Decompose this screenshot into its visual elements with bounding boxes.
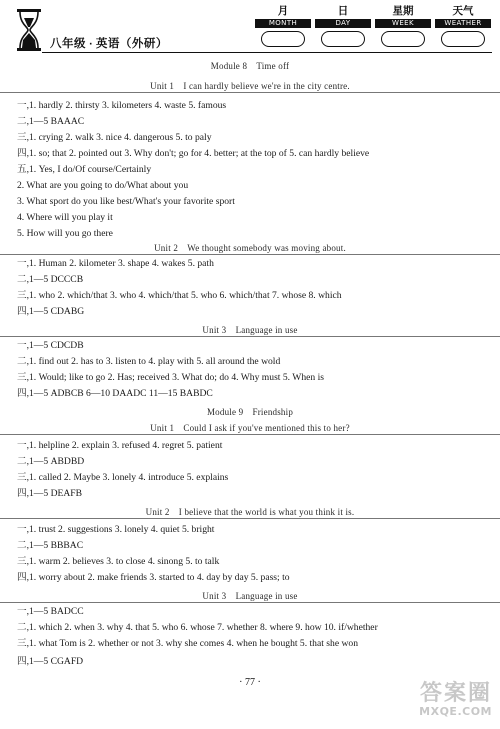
section-heading: Unit 1 Could I ask if you've mentioned this to her?: [0, 422, 500, 435]
calendar-label-cn: 日: [337, 5, 349, 17]
answer-line: 四,1—5 DEAFB: [17, 488, 83, 499]
answer-line: 四,1—5 CGAFD: [17, 656, 84, 667]
section-heading: Unit 2 I believe that the world is what you think it is.: [0, 506, 500, 519]
answer-line: 五,1. Yes, I do/Of course/Certainly: [17, 164, 152, 175]
answer-line: 二,1—5 DCCCB: [17, 274, 84, 285]
calendar-label-cn: 月: [277, 5, 289, 17]
answer-line: 二,1—5 ABDBD: [17, 456, 85, 467]
answer-line: 三,1. Would; like to go 2. Has; received 3. What do; do 4. Why must 5. When is: [17, 372, 324, 383]
page-number: · 77 ·: [239, 677, 261, 688]
calendar-label-en: MONTH: [268, 19, 298, 27]
calendar-input-box[interactable]: [321, 31, 365, 47]
answer-line: 二,1. find out 2. has to 3. listen to 4. play with 5. all around the wold: [17, 356, 281, 367]
answer-line: 一,1—5 BADCC: [17, 606, 84, 617]
answer-line: 一,1. trust 2. suggestions 3. lonely 4. quiet 5. bright: [17, 524, 215, 535]
section-heading: Unit 3 Language in use: [0, 324, 500, 337]
section-heading: Module 8 Time off: [210, 61, 290, 71]
answer-line: 四,1. so; that 2. pointed out 3. Why don't; go for 4. better; at the top of 5. can hardly believe: [17, 148, 370, 159]
answer-line: 3. What sport do you like best/What's your favorite sport: [17, 196, 235, 207]
subject-label: 英语（外研）: [95, 36, 168, 50]
hourglass-icon: [14, 8, 44, 52]
answer-line: 5. How will you go there: [17, 228, 113, 239]
answer-line: 二,1—5 BAAAC: [17, 116, 85, 127]
answer-line: 三,1. what Tom is 2. whether or not 3. why she comes 4. when he bought 5. that she won: [17, 638, 359, 649]
grade-label: 八年级: [50, 36, 86, 50]
answer-line: 一,1—5 CDCDB: [17, 340, 84, 351]
section-heading: Module 9 Friendship: [206, 407, 294, 417]
calendar-input-box[interactable]: [381, 31, 425, 47]
calendar-label-cn: 星期: [392, 5, 414, 17]
section-heading: Unit 1 I can hardly believe we're in the city centre.: [0, 80, 500, 93]
section-heading: Unit 3 Language in use: [0, 590, 500, 603]
answer-line: 一,1. Human 2. kilometer 3. shape 4. wakes 5. path: [17, 258, 214, 269]
answer-line: 一,1. hardly 2. thirsty 3. kilometers 4. waste 5. famous: [17, 100, 227, 111]
header-rule: [42, 52, 492, 53]
watermark-logo-text: 答案圈: [419, 681, 492, 706]
grade-subject-label: [50, 35, 168, 51]
answer-line: 二,1. which 2. when 3. why 4. that 5. who 6. whose 7. whether 8. where 9. how 10. if/whether: [17, 622, 378, 633]
answer-line: 四,1. worry about 2. make friends 3. started to 4. day by day 5. pass; to: [17, 572, 290, 583]
answer-line: 三,1. called 2. Maybe 3. lonely 4. introduce 5. explains: [17, 472, 229, 483]
watermark-url: MXQE.COM: [419, 705, 492, 718]
answer-line: 2. What are you going to do/What about you: [17, 180, 189, 191]
page-header: [0, 0, 500, 58]
answer-line: 一,1. helpline 2. explain 3. refused 4. regret 5. patient: [17, 440, 223, 451]
calendar-label-cn: 天气: [452, 5, 474, 17]
calendar-label-en: WEEK: [392, 19, 414, 27]
answer-line: 三,1. crying 2. walk 3. nice 4. dangerous 5. to paly: [17, 132, 212, 143]
calendar-field: [433, 4, 493, 52]
section-heading: Unit 2 We thought somebody was moving about.: [0, 242, 500, 255]
calendar-field: [373, 4, 433, 52]
answer-line: 4. Where will you play it: [17, 212, 113, 223]
answer-line: 四,1—5 ADBCB 6—10 DAADC 11—15 BABDC: [17, 388, 213, 399]
calendar-field: [253, 4, 313, 52]
answer-line: 三,1. warm 2. believes 3. to close 4. sinong 5. to talk: [17, 556, 220, 567]
calendar-input-box[interactable]: [441, 31, 485, 47]
watermark: [402, 683, 492, 723]
answer-line: 四,1—5 CDABG: [17, 306, 85, 317]
answer-line: 三,1. who 2. which/that 3. who 4. which/that 5. who 6. which/that 7. whose 8. which: [17, 290, 342, 301]
calendar-label-en: DAY: [335, 19, 351, 27]
calendar-label-en: WEATHER: [444, 19, 482, 27]
date-weather-fields: [253, 4, 493, 52]
separator-dot: ·: [89, 40, 93, 50]
answer-line: 二,1—5 BBBAC: [17, 540, 84, 551]
calendar-input-box[interactable]: [261, 31, 305, 47]
calendar-field: [313, 4, 373, 52]
